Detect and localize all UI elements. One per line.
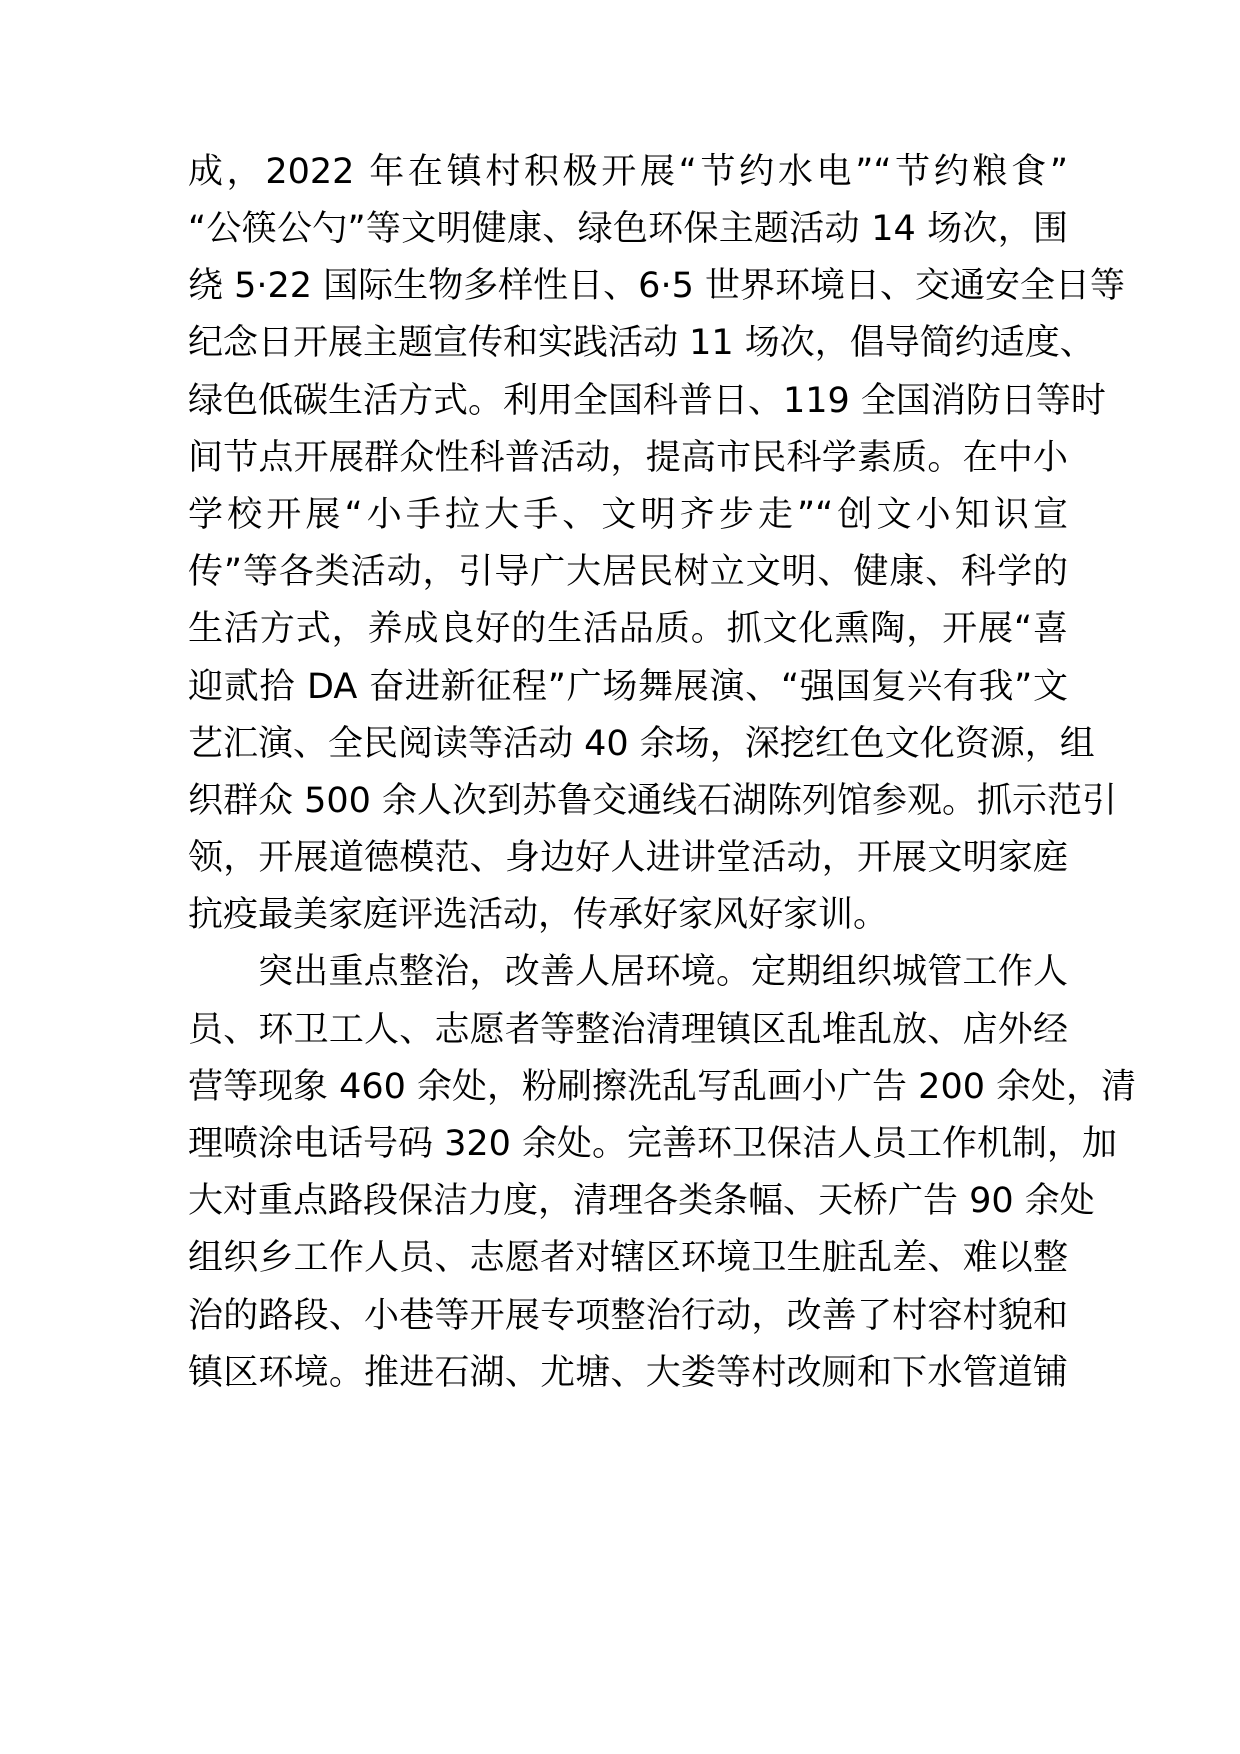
text-line: 迎贰拾 DA 奋进新征程”广场舞展演、“强国复兴有我”文 bbox=[188, 667, 1068, 707]
text-line: 营等现象 460 余处，粉刷擦洗乱写乱画小广告 200 余处，清 bbox=[188, 1067, 1137, 1107]
text-line: 员、环卫工人、志愿者等整治清理镇区乱堆乱放、店外经 bbox=[188, 1010, 1068, 1050]
text-line: 理喷涂电话号码 320 余处。完善环卫保洁人员工作机制，加 bbox=[188, 1124, 1118, 1164]
text-line: 大对重点路段保洁力度，清理各类条幅、天桥广告 90 余处 bbox=[188, 1181, 1095, 1221]
text-line: 传”等各类活动，引导广大居民树立文明、健康、科学的 bbox=[188, 552, 1068, 592]
text-line: 抗疫最美家庭评选活动，传承好家风好家训。 bbox=[188, 895, 889, 935]
paragraph-first-line: 突出重点整治，改善人居环境。定期组织城管工作人 bbox=[258, 952, 1068, 992]
text-line: 纪念日开展主题宣传和实践活动 11 场次，倡导简约适度、 bbox=[188, 323, 1095, 363]
text-line: 间节点开展群众性科普活动，提高市民科学素质。在中小 bbox=[188, 438, 1068, 478]
text-line: 绿色低碳生活方式。利用全国科普日、119 全国消防日等时 bbox=[188, 381, 1106, 421]
text-line: 治的路段、小巷等开展专项整治行动，改善了村容村貌和 bbox=[188, 1296, 1068, 1336]
text-line: “公筷公勺”等文明健康、绿色环保主题活动 14 场次，围 bbox=[188, 209, 1068, 249]
text-line: 组织乡工作人员、志愿者对辖区环境卫生脏乱差、难以整 bbox=[188, 1238, 1068, 1278]
text-line: 领，开展道德模范、身边好人进讲堂活动，开展文明家庭 bbox=[188, 838, 1068, 878]
text-line: 学校开展“小手拉大手、文明齐步走”“创文小知识宣 bbox=[188, 495, 1068, 535]
text-line: 艺汇演、全民阅读等活动 40 余场，深挖红色文化资源，组 bbox=[188, 724, 1095, 764]
text-line: 成，2022 年在镇村积极开展“节约水电”“节约粮食” bbox=[188, 152, 1068, 192]
text-line: 织群众 500 余人次到苏鲁交通线石湖陈列馆参观。抓示范引 bbox=[188, 781, 1118, 821]
text-line: 镇区环境。推进石湖、尤塘、大娄等村改厕和下水管道铺 bbox=[188, 1353, 1068, 1393]
text-line: 绕 5·22 国际生物多样性日、6·5 世界环境日、交通安全日等 bbox=[188, 266, 1125, 306]
text-line: 生活方式，养成良好的生活品质。抓文化熏陶，开展“喜 bbox=[188, 609, 1068, 649]
